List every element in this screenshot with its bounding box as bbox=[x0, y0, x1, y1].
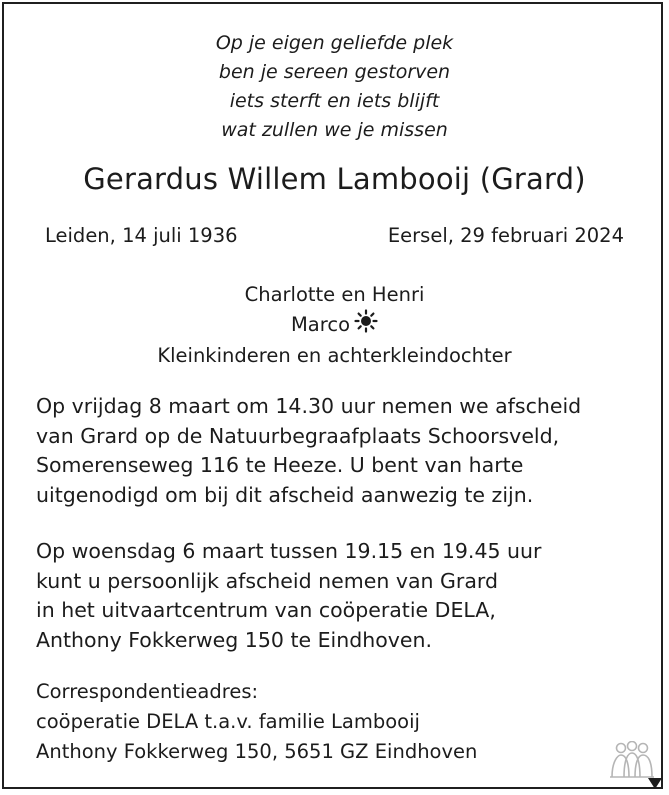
ceremony-line: Op vrijdag 8 maart om 14.30 uur nemen we afscheid bbox=[36, 394, 582, 418]
visitation-line: kunt u persoonlijk afscheid nemen van Grard bbox=[36, 568, 498, 593]
visitation-line: Anthony Fokkerweg 150 te Eindhoven. bbox=[36, 627, 433, 652]
death-place-date: Eersel, 29 februari 2024 bbox=[387, 224, 624, 247]
arrow-down-icon[interactable] bbox=[648, 775, 662, 794]
poem-line: iets sterft en iets blijft bbox=[229, 90, 440, 112]
correspondence-line: coöperatie DELA t.a.v. familie Lambooij bbox=[36, 710, 420, 733]
poem bbox=[0, 29, 669, 145]
birth-place-date: Leiden, 14 juli 1936 bbox=[45, 224, 238, 247]
correspondence-line: Correspondentieadres: bbox=[36, 680, 259, 703]
poem-line: ben je sereen gestorven bbox=[218, 61, 451, 83]
correspondence-address bbox=[36, 677, 477, 767]
ceremony-line: van Grard op de Natuurbegraafplaats Schoorsveld, bbox=[36, 423, 560, 448]
visitation-line: Op woensdag 6 maart tussen 19.15 en 19.45 uur bbox=[36, 539, 542, 563]
family-name: Marco bbox=[290, 313, 350, 336]
ceremony-line: Somerenseweg 116 te Heeze. U bent van harte bbox=[36, 453, 524, 477]
poem-line: Op je eigen geliefde plek bbox=[215, 32, 454, 54]
sun-icon bbox=[354, 309, 378, 341]
family-line: Charlotte en Henri bbox=[244, 283, 425, 306]
family-line-marco bbox=[0, 309, 669, 341]
family-block bbox=[0, 280, 669, 370]
ceremony-paragraph bbox=[36, 392, 581, 510]
poem-line: wat zullen we je missen bbox=[221, 119, 448, 141]
ceremony-line: uitgenodigd om bij dit afscheid aanwezig te zijn. bbox=[36, 482, 534, 507]
visitation-line: in het uitvaartcentrum van coöperatie DELA, bbox=[36, 598, 496, 622]
visitation-paragraph bbox=[36, 537, 541, 655]
deceased-name: Gerardus Willem Lambooij (Grard) bbox=[83, 162, 586, 196]
correspondence-line: Anthony Fokkerweg 150, 5651 GZ Eindhoven bbox=[36, 740, 478, 763]
family-line: Kleinkinderen en achterkleindochter bbox=[157, 344, 512, 367]
